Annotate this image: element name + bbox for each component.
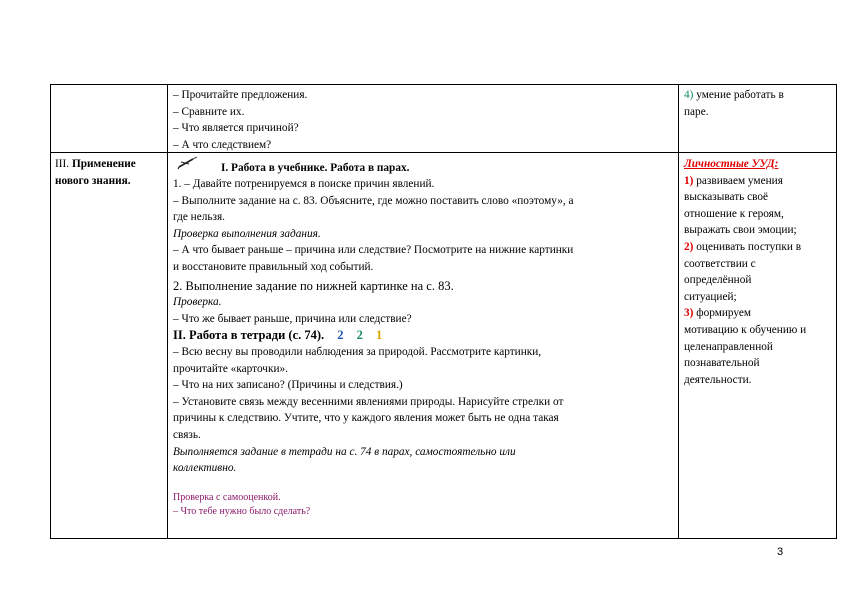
text-line: – Всю весну вы проводили наблюдения за природой. Рассмотрите картинки, [173,345,542,358]
text-line: и восстановите правильный ход событий. [173,260,374,273]
text-line: прочитайте «карточки». [173,362,288,375]
check-label: Проверка выполнения задания. [173,227,321,240]
stage-title: Применение [69,158,136,170]
work-heading: II. Работа в тетради (с. 74). [173,328,325,343]
table-row-divider [50,152,837,153]
text-line: связь. [173,428,201,441]
text-line: формируем [693,307,752,320]
text-line: высказывать своё [684,191,769,204]
italic-note: коллективно. [173,462,237,475]
text-line: познавательной [684,357,760,370]
table-border-top [50,84,837,85]
text-line: 1. – Давайте потренируемся в поиске причин явлений. [173,178,435,190]
check-label: Проверка. [173,296,222,309]
pencil-icon [177,156,201,172]
task-heading: I. Работа в учебнике. Работа в парах. [221,162,410,174]
text-line: умение работать в [693,89,784,101]
selfcheck-line: Проверка с самооценкой. [173,491,281,503]
item-number: 4) [684,89,694,101]
text-line: – А что следствием? [173,138,272,151]
text-line: – Установите связь между весенними явлениями природы. Нарисуйте стрелки от [173,395,564,408]
column-divider-2 [678,84,679,539]
text-line: определённой [684,274,752,287]
text-line: выражать свои эмоции; [684,224,797,237]
row2-middle-cell [173,156,574,519]
text-line: – А что бывает раньше – причина или следствие? Посмотрите на нижние картинки [173,244,574,257]
text-line: – Что же бывает раньше, причина или следствие? [173,312,412,325]
italic-note: Выполняется задание в тетради на с. 74 в парах, самостоятельно или [173,445,516,458]
text-line: оценивать поступки в [693,240,802,253]
text-line: где нельзя. [173,211,225,224]
column-divider-1 [167,84,168,539]
table-border-bottom [50,538,837,539]
row2-left-cell [55,156,136,189]
text-line: – Что является причиной? [173,122,299,135]
text-line: отношение к героям, [684,207,784,220]
text-line: целенаправленной [684,340,773,353]
text-line: мотивацию к обучению и [684,323,807,336]
table-border-right [836,84,837,539]
item-number: 2) [684,240,694,253]
text-line: – Что на них записано? (Причины и следствия.) [173,379,403,392]
mark-2: 2 [356,328,363,343]
page-number: 3 [777,546,784,558]
text-line: 2. Выполнение задание по нижней картинке на с. 83. [173,278,454,293]
selfcheck-line: – Что тебе нужно было сделать? [173,505,311,517]
text-line: причины к следствию. Учтите, что у каждого явления может быть не одна такая [173,412,559,425]
text-line: паре. [684,105,709,118]
uud-heading: Личностные УУД: [684,158,779,170]
text-line: деятельности. [684,373,752,386]
text-line: соответствии с [684,257,756,270]
text-line: – Прочитайте предложения. [173,89,308,101]
roman-numeral: III. [55,158,70,170]
mark-3: 1 [376,328,383,343]
item-number: 3) [684,307,694,320]
text-line: – Выполните задание на с. 83. Объясните, где можно поставить слово «поэтому», а [173,194,574,207]
mark-1: 2 [337,328,344,343]
row2-right-cell [684,156,806,388]
stage-title-cont: нового знания. [55,174,131,187]
text-line: – Сравните их. [173,105,245,118]
item-number: 1) [684,174,694,187]
text-line: развиваем умения [693,174,783,187]
table-border-left [50,84,51,539]
row1-middle-cell [173,87,307,153]
row1-right-cell [684,87,784,120]
text-line: ситуацией; [684,290,737,303]
